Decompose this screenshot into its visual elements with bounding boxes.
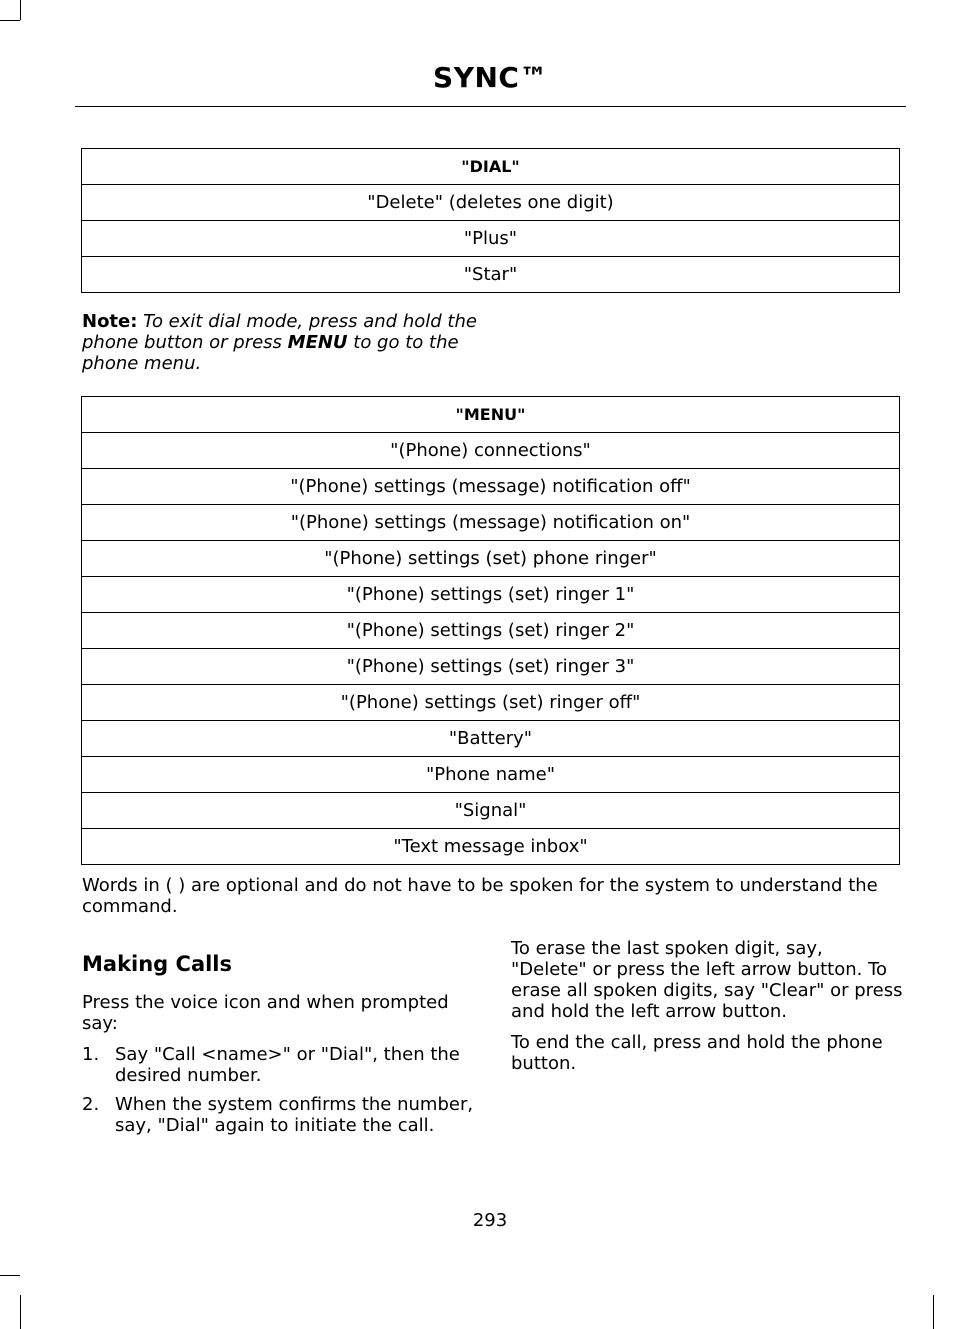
note-label: Note: xyxy=(82,311,138,332)
table-row xyxy=(82,649,900,685)
table-row xyxy=(82,257,900,293)
table-row xyxy=(82,469,900,505)
table-cell: "(Phone) connections" xyxy=(82,433,900,469)
section-heading: Making Calls xyxy=(82,952,233,976)
steps-list xyxy=(82,1044,477,1136)
step-text: When the system confirms the number, say, "Dial" again to initiate the call. xyxy=(115,1094,474,1136)
table-row xyxy=(82,221,900,257)
table-header-row xyxy=(82,397,900,433)
table-cell: "Phone name" xyxy=(82,757,900,793)
step-text: Say "Call <name>" or "Dial", then the desired number. xyxy=(115,1044,460,1086)
optional-words-note: Words in ( ) are optional and do not have to be spoken for the system to understand the command. xyxy=(82,875,878,917)
table-cell: "(Phone) settings (set) ringer 1" xyxy=(82,577,900,613)
menu-commands-table xyxy=(81,396,900,865)
step-number: 2. xyxy=(82,1094,100,1115)
crop-mark-top-left-vertical xyxy=(20,0,21,20)
table-cell: "(Phone) settings (message) notification off" xyxy=(82,469,900,505)
crop-mark-bottom-left-horizontal xyxy=(0,1275,20,1276)
making-calls-intro: Press the voice icon and when prompted say: xyxy=(82,992,449,1034)
note-paragraph xyxy=(82,311,492,374)
table-cell: "(Phone) settings (set) ringer off" xyxy=(82,685,900,721)
table-cell: "Plus" xyxy=(82,221,900,257)
list-item xyxy=(82,1094,477,1136)
making-calls-section xyxy=(82,950,477,1144)
table-cell: "Signal" xyxy=(82,793,900,829)
table-row xyxy=(82,185,900,221)
end-call-paragraph: To end the call, press and hold the phone button. xyxy=(511,1032,883,1074)
header-divider xyxy=(75,106,906,107)
table-header-row xyxy=(82,149,900,185)
table-header-menu: "MENU" xyxy=(82,397,900,433)
dial-commands-table xyxy=(81,148,900,293)
table-row xyxy=(82,613,900,649)
crop-mark-bottom-right-vertical xyxy=(933,1295,934,1329)
table-row xyxy=(82,505,900,541)
crop-mark-top-left-horizontal xyxy=(0,20,20,21)
table-row xyxy=(82,829,900,865)
right-column xyxy=(511,938,903,1084)
list-item xyxy=(82,1044,477,1086)
table-cell: "Star" xyxy=(82,257,900,293)
table-cell: "Text message inbox" xyxy=(82,829,900,865)
page-title: SYNC™ xyxy=(433,61,548,94)
table-row xyxy=(82,757,900,793)
crop-mark-bottom-left-vertical xyxy=(20,1295,21,1329)
page-number: 293 xyxy=(472,1210,508,1231)
table-row xyxy=(82,577,900,613)
table-cell: "(Phone) settings (set) phone ringer" xyxy=(82,541,900,577)
table-row xyxy=(82,433,900,469)
table-row xyxy=(82,685,900,721)
table-cell: "(Phone) settings (set) ringer 2" xyxy=(82,613,900,649)
table-cell: "Delete" (deletes one digit) xyxy=(82,185,900,221)
note-emphasis: MENU xyxy=(287,332,348,353)
table-cell: "(Phone) settings (set) ringer 3" xyxy=(82,649,900,685)
step-number: 1. xyxy=(82,1044,100,1065)
table-header-dial: "DIAL" xyxy=(82,149,900,185)
table-cell: "(Phone) settings (message) notification on" xyxy=(82,505,900,541)
table-row xyxy=(82,721,900,757)
note-text-1: To exit dial mode, press and hold the phone button or press xyxy=(82,311,477,353)
table-cell: "Battery" xyxy=(82,721,900,757)
note-text-2: to go to the phone menu. xyxy=(82,332,459,374)
erase-digit-paragraph: To erase the last spoken digit, say, "Delete" or press the left arrow button. To erase all spoken digits, say "Clear" or press and hold the left arrow button. xyxy=(511,938,903,1022)
table-row xyxy=(82,793,900,829)
table-row xyxy=(82,541,900,577)
